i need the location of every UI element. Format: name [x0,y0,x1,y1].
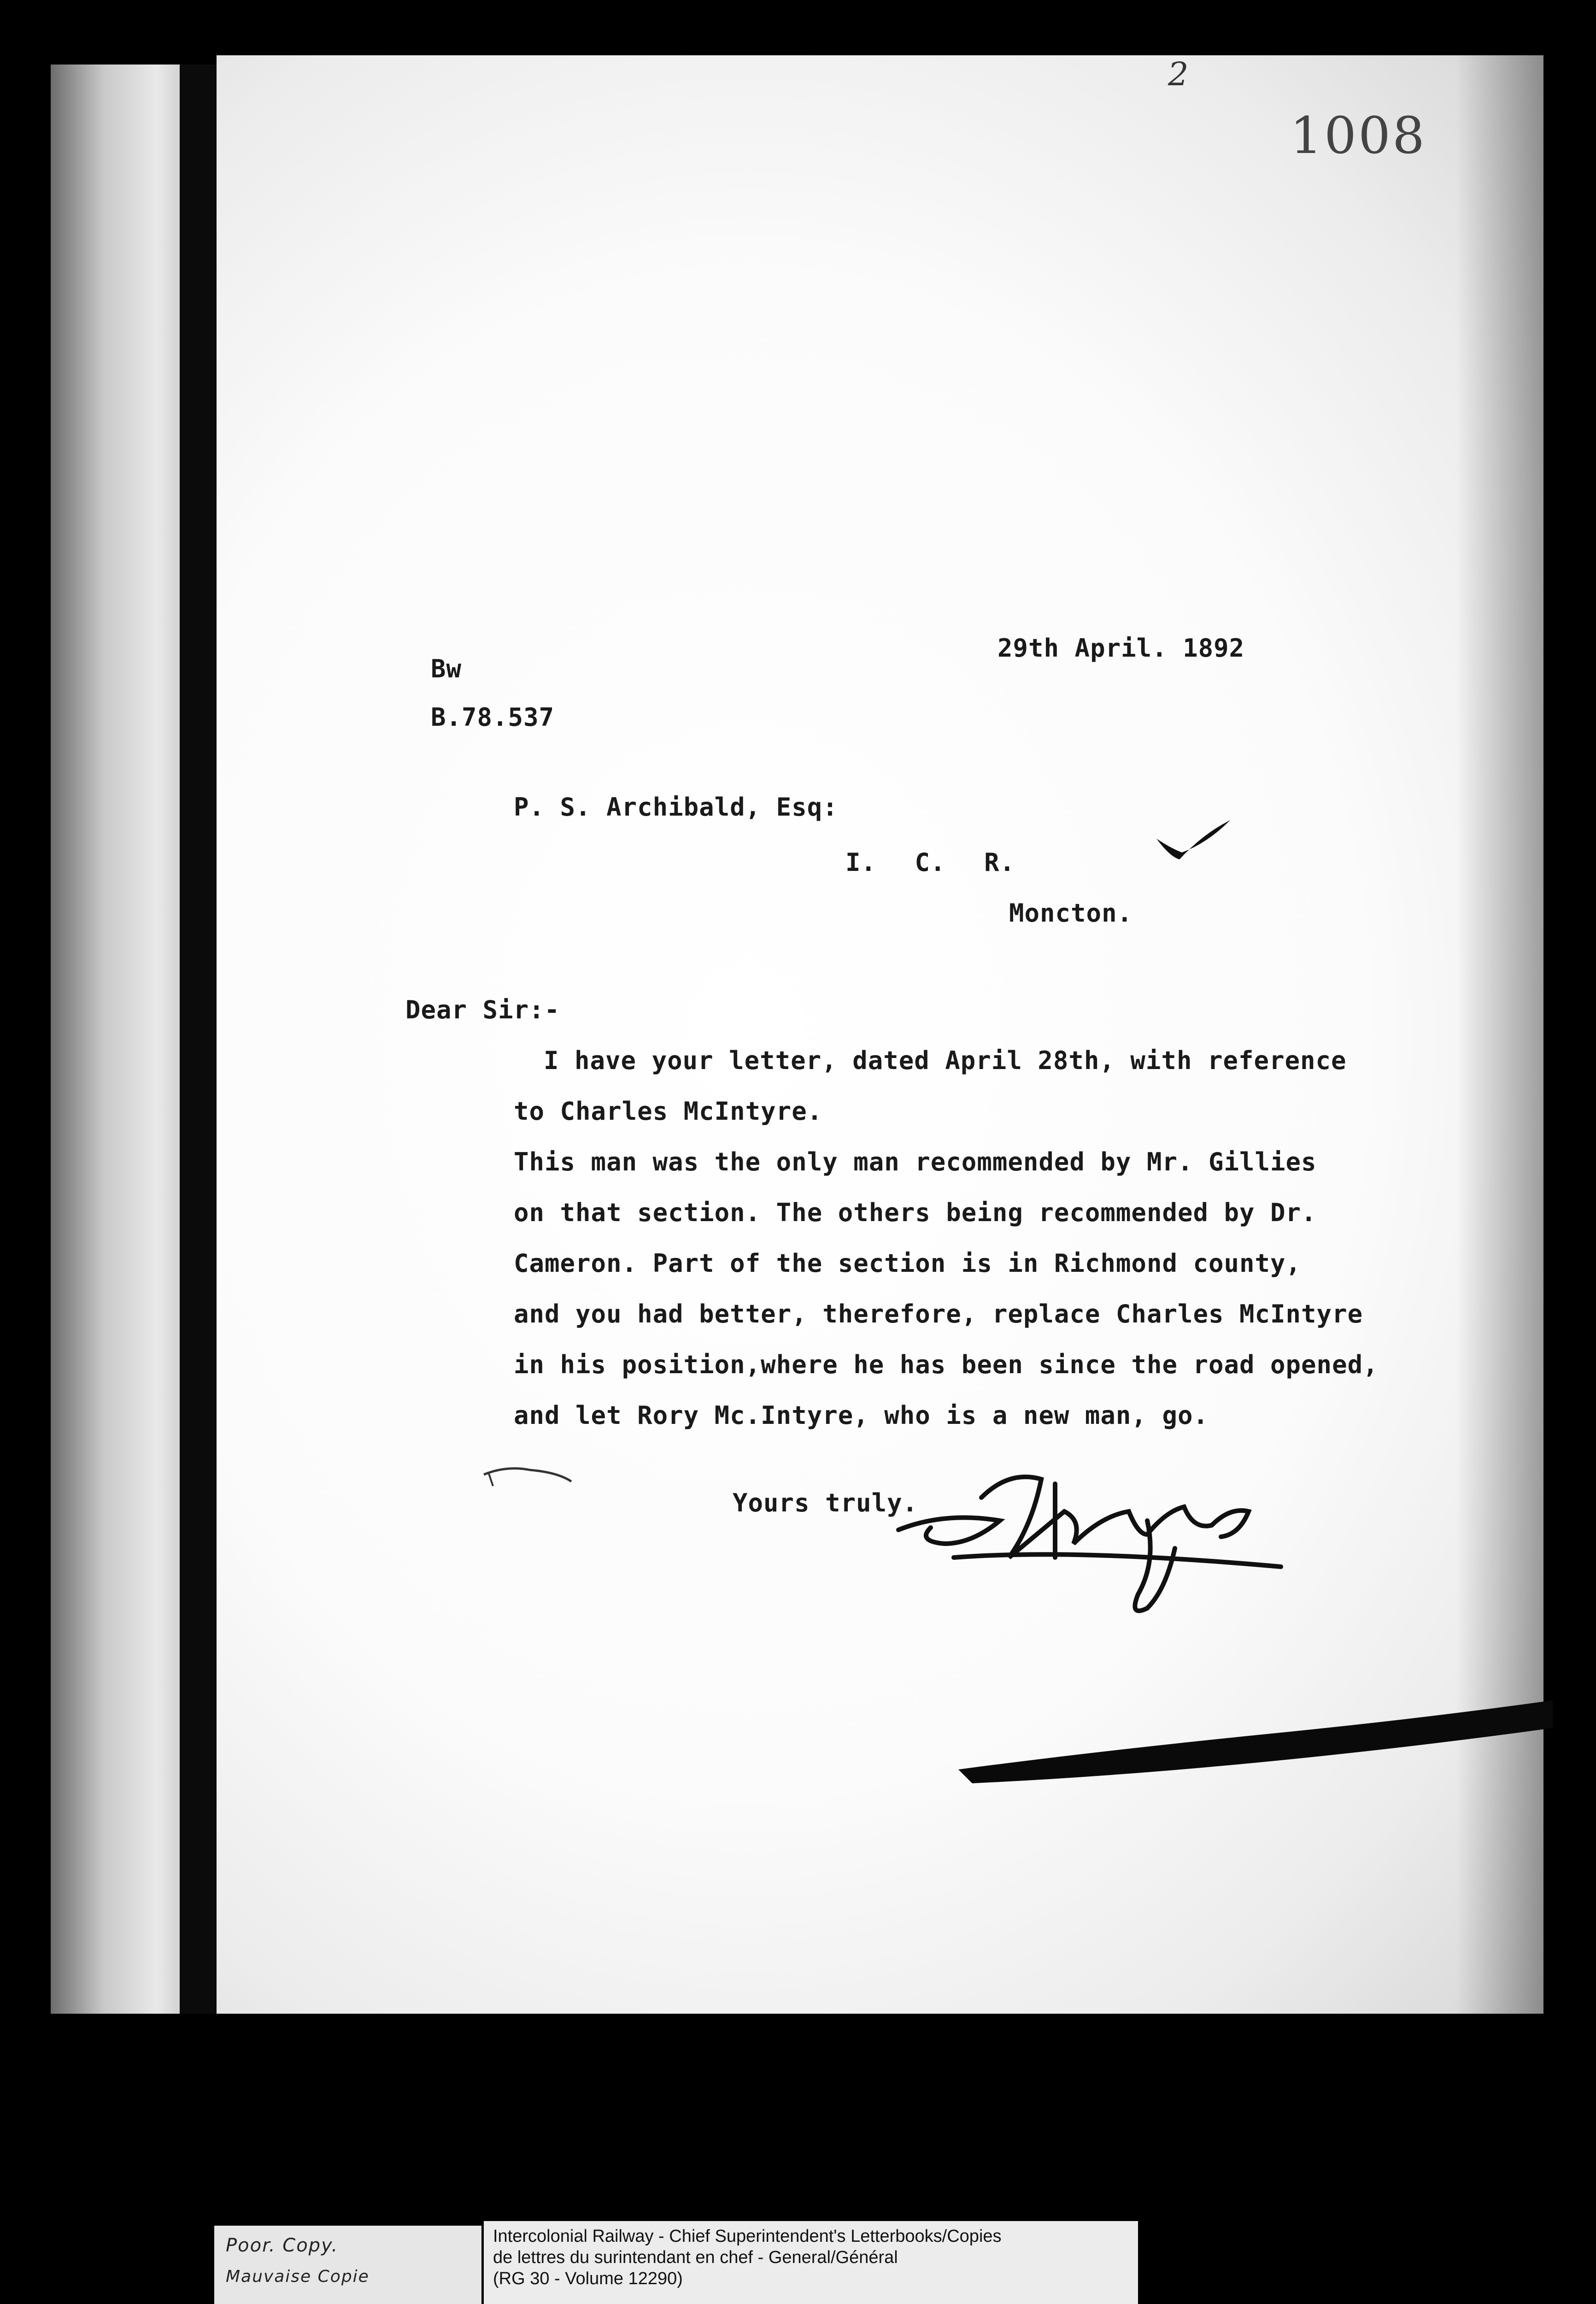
body-line: in his position,where he has been since the road opened, [514,1350,1379,1379]
body-line: This man was the only man recommended by Mr. Gillies [514,1147,1317,1176]
pen-pointer [958,1691,1557,1802]
signature [889,1442,1304,1636]
salutation: Dear Sir:- [405,995,560,1024]
body-line: to Charles McIntyre. [514,1097,823,1126]
body-line: and you had better, therefore, replace Charles McIntyre [514,1299,1363,1328]
body-line: I have your letter, dated April 28th, with reference [544,1046,1347,1075]
checkmark-icon [1152,811,1235,866]
reference-number: B.78.537 [431,703,555,732]
body-line: Cameron. Part of the section is in Richmond county, [514,1249,1302,1278]
body-line: and let Rory Mc.Intyre, who is a new man, go. [514,1401,1209,1430]
body-line: on that section. The others being recommended by Dr. [514,1198,1317,1227]
addressee-city: Moncton. [1009,899,1133,928]
pencil-mark [479,1461,590,1498]
collection-info-line: Intercolonial Railway - Chief Superintendent's Letterbooks/Copies [493,2227,1002,2246]
page-number: 1008 [1290,106,1426,165]
binding-shadow [180,65,217,2014]
quality-note-card [214,2226,481,2304]
addressee-name: P. S. Archibald, Esq: [514,793,838,822]
addressee-organization: I. C. R. [845,848,1015,877]
closing: Yours truly. [733,1488,918,1517]
letter-date: 29th April. 1892 [998,634,1245,663]
quality-note-english: Poor. Copy. [226,2235,339,2256]
reference-initials: Bw [431,654,462,683]
collection-info-line: (RG 30 - Volume 12290) [493,2269,683,2288]
collection-info-card [484,2221,1138,2304]
collection-info-line: de lettres du surintendant en chef - General/Général [493,2248,898,2267]
quality-note-french: Mauvaise Copie [226,2267,370,2286]
corner-mark: 2 [1168,55,1189,93]
